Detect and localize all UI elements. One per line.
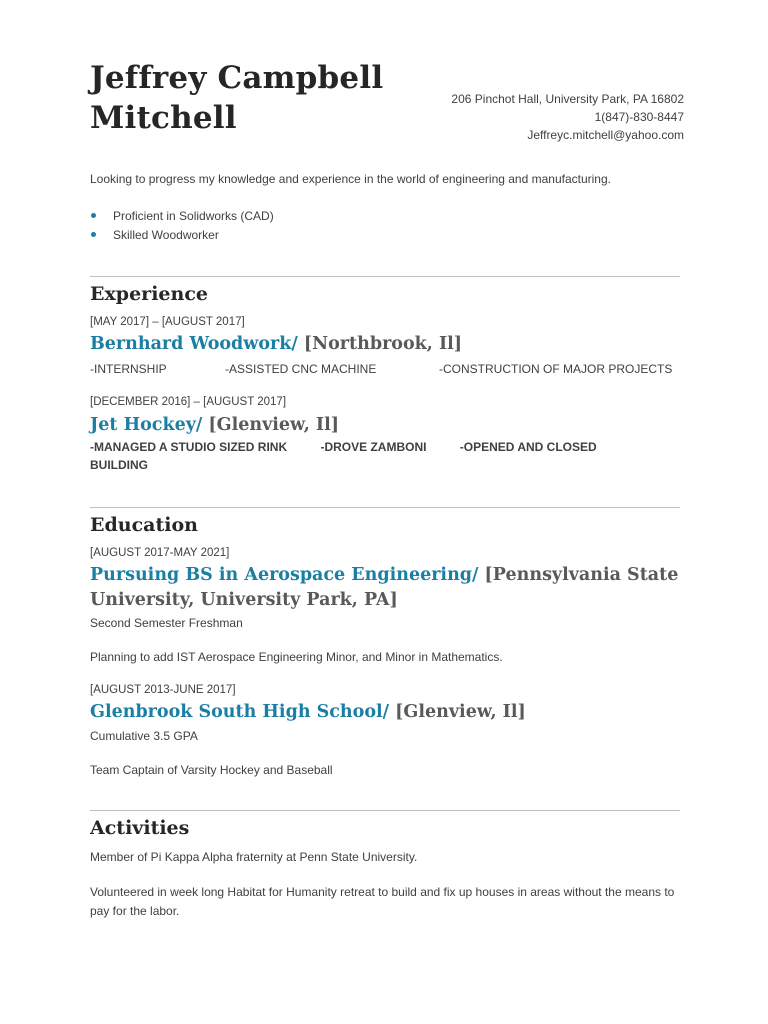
employer: Bernhard Woodwork/ bbox=[90, 334, 298, 354]
section-divider bbox=[90, 507, 680, 508]
email[interactable]: Jeffreyc.mitchell@yahoo.com bbox=[527, 128, 684, 142]
education-dates: [AUGUST 2013-JUNE 2017] bbox=[90, 684, 236, 696]
job-title bbox=[90, 413, 680, 438]
section-divider bbox=[90, 276, 680, 277]
job-dates: [MAY 2017] – [AUGUST 2017] bbox=[90, 316, 245, 328]
education-detail: Team Captain of Varsity Hockey and Baseball bbox=[90, 763, 333, 777]
job-location: [Northbrook, Il] bbox=[303, 334, 463, 354]
job-title bbox=[90, 332, 680, 357]
bullet-icon bbox=[91, 232, 96, 237]
address: 206 Pinchot Hall, University Park, PA 16802 bbox=[451, 92, 684, 106]
duty-item: -CONSTRUCTION OF MAJOR PROJECTS bbox=[439, 362, 673, 376]
job-dates: [DECEMBER 2016] – [AUGUST 2017] bbox=[90, 396, 287, 408]
school: [Glenview, Il] bbox=[395, 702, 526, 722]
applicant-name bbox=[90, 58, 383, 138]
duty-item: -INTERNSHIP bbox=[90, 362, 167, 376]
education-heading: Education bbox=[90, 514, 198, 536]
education-dates: [AUGUST 2017-MAY 2021] bbox=[90, 547, 230, 559]
duty-item: -ASSISTED CNC MACHINE bbox=[225, 362, 377, 376]
phone: 1(847)-830-8447 bbox=[594, 110, 684, 124]
job-location: [Glenview, Il] bbox=[208, 415, 339, 435]
education-detail: Second Semester Freshman bbox=[90, 616, 243, 630]
degree: Pursuing BS in Aerospace Engineering/ bbox=[90, 565, 479, 585]
skills-list bbox=[90, 207, 274, 245]
activity-item: Volunteered in week long Habitat for Humanity retreat to build and fix up houses in areas without the means to pay for the labor. bbox=[90, 885, 675, 918]
education-title bbox=[90, 700, 680, 725]
name-line-1: Jeffrey Campbell bbox=[90, 60, 384, 96]
section-divider bbox=[90, 810, 680, 811]
school: [Pennsylvania State University, University Park, PA] bbox=[90, 565, 679, 610]
education-detail: Cumulative 3.5 GPA bbox=[90, 729, 198, 743]
name-line-2: Mitchell bbox=[90, 100, 237, 136]
experience-heading: Experience bbox=[90, 283, 208, 305]
contact-info bbox=[451, 90, 684, 144]
bullet-icon bbox=[91, 213, 96, 218]
job-duties: -MANAGED A STUDIO SIZED RINK -DROVE ZAMBONI -OPENED AND CLOSED BUILDING bbox=[90, 440, 601, 472]
objective-statement: Looking to progress my knowledge and experience in the world of engineering and manufacturing. bbox=[90, 172, 611, 186]
list-item: Proficient in Solidworks (CAD) bbox=[90, 207, 274, 226]
activities-heading: Activities bbox=[90, 817, 190, 839]
employer: Jet Hockey/ bbox=[90, 415, 203, 435]
education-title bbox=[90, 563, 680, 613]
list-item: Skilled Woodworker bbox=[90, 226, 274, 245]
degree: Glenbrook South High School/ bbox=[90, 702, 390, 722]
education-detail: Planning to add IST Aerospace Engineering Minor, and Minor in Mathematics. bbox=[90, 650, 503, 664]
activity-item: Member of Pi Kappa Alpha fraternity at Penn State University. bbox=[90, 850, 418, 864]
